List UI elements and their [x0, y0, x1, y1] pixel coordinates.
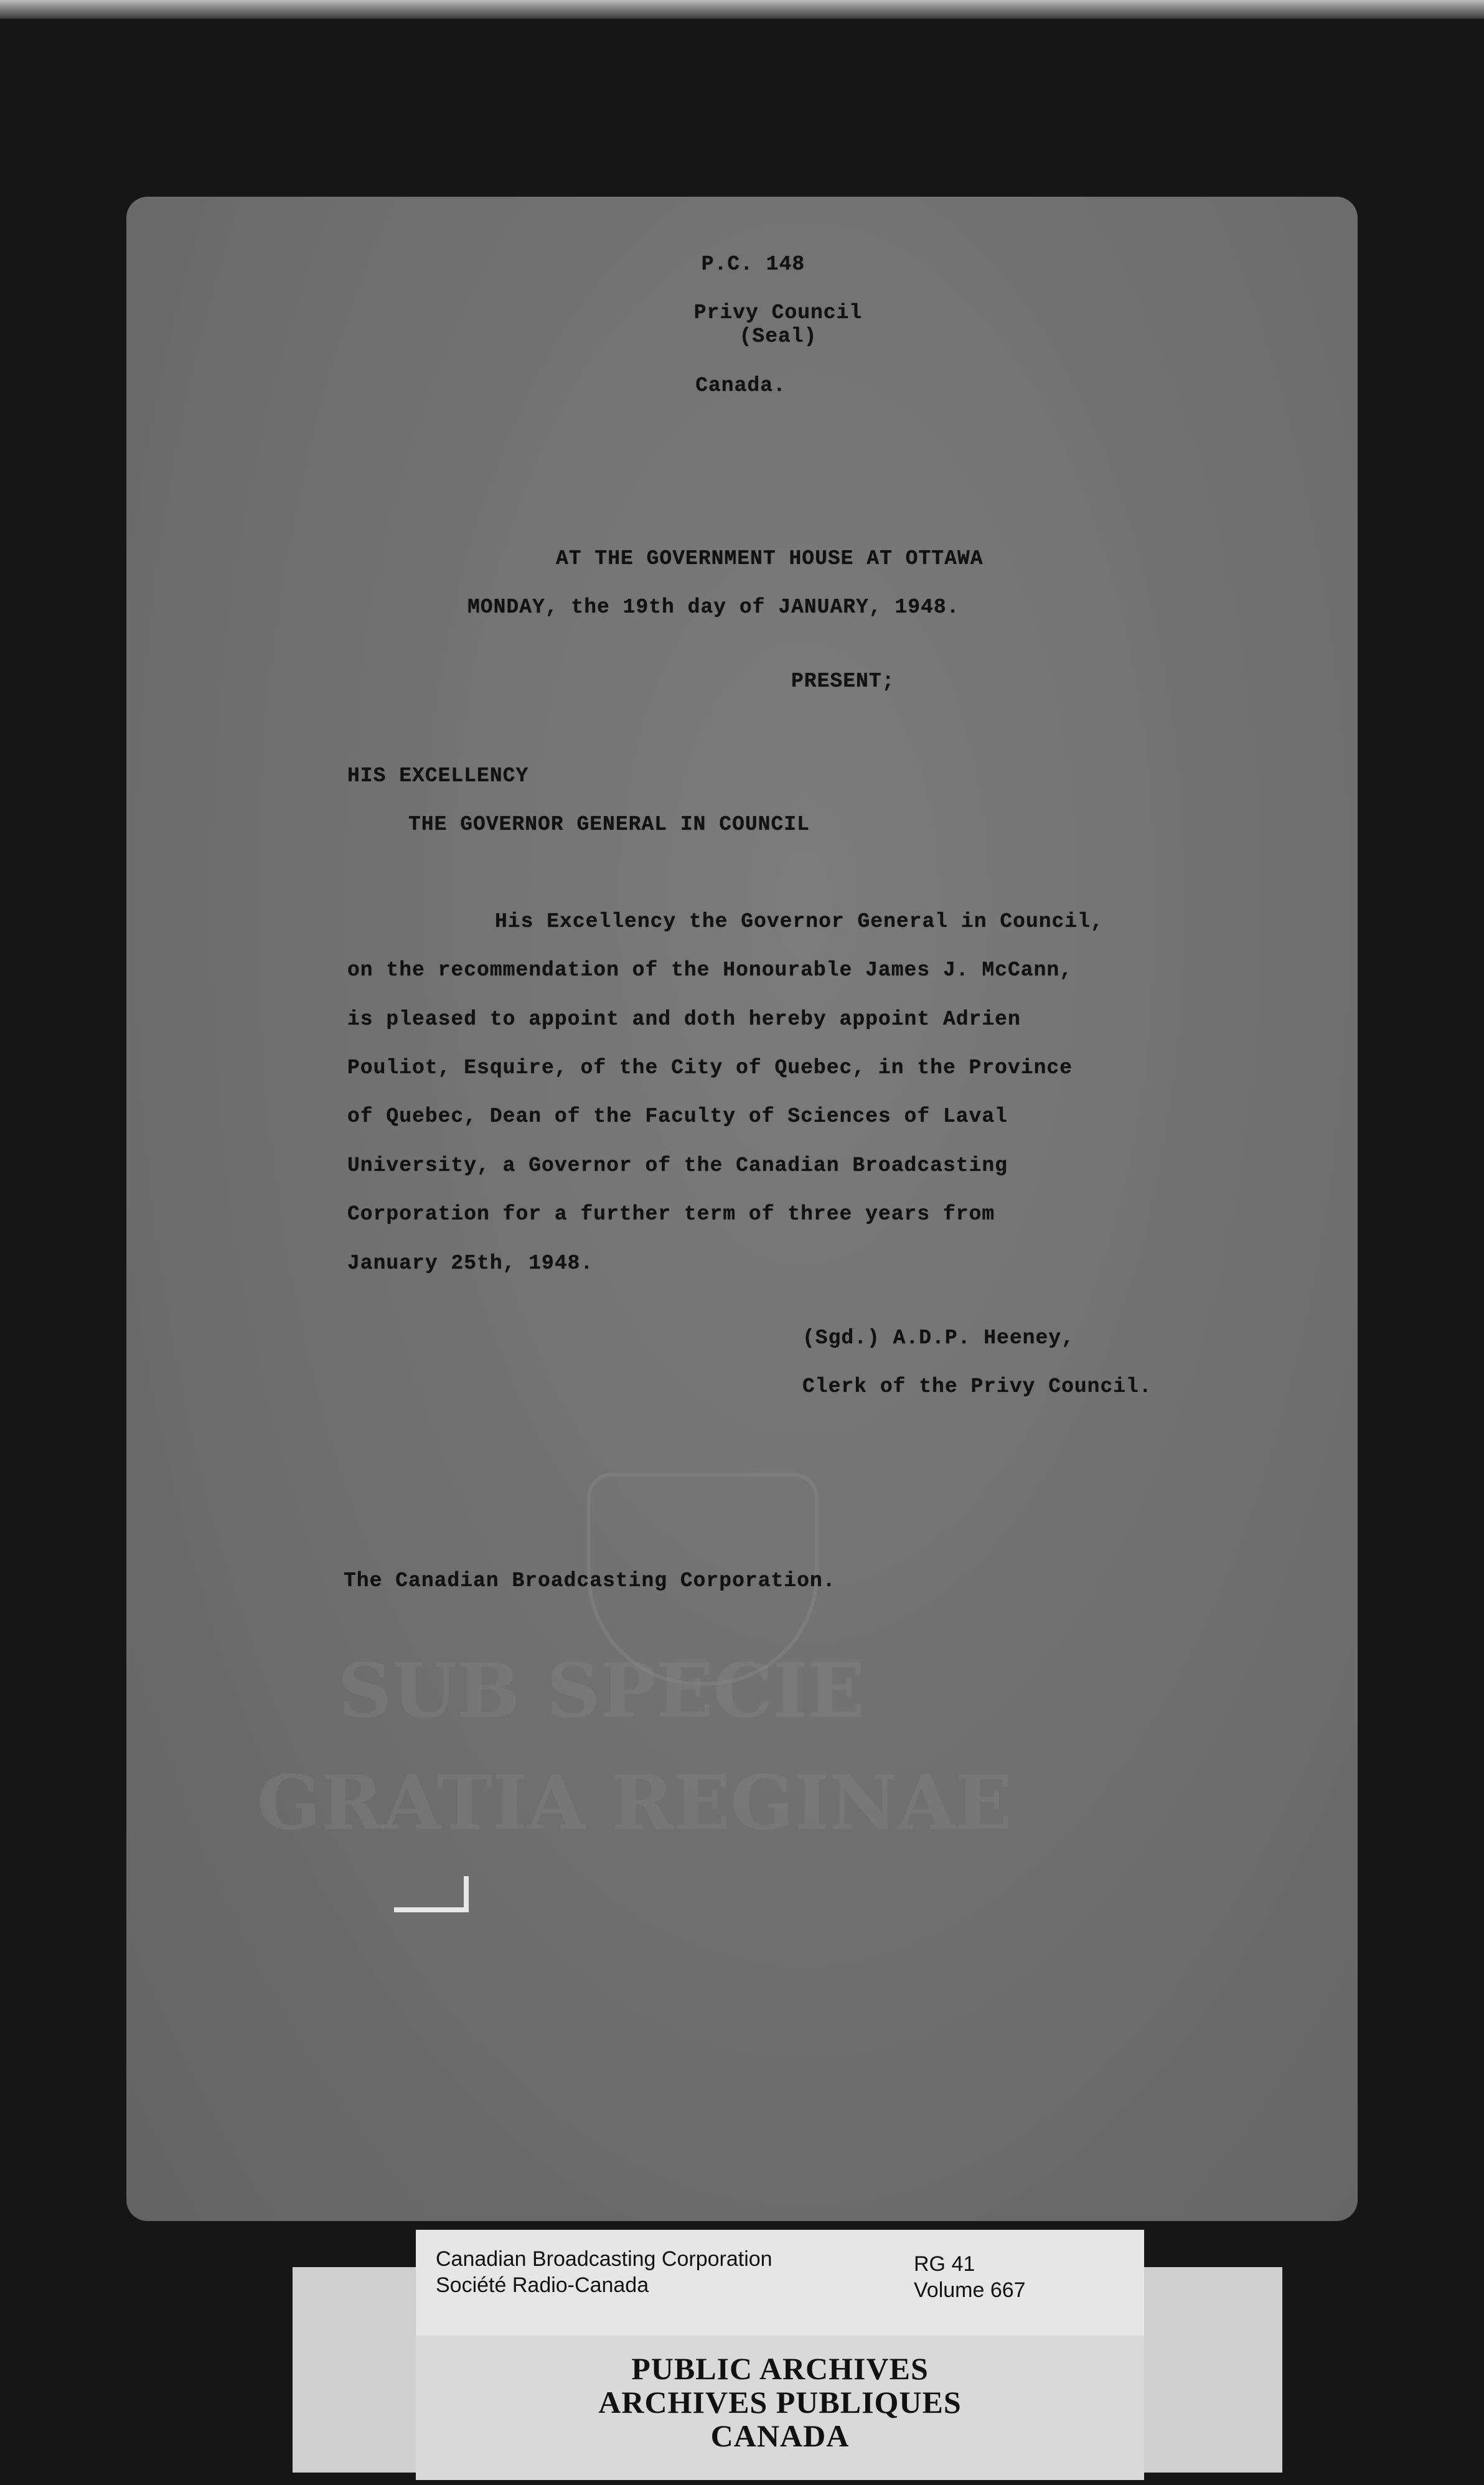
film-edge [0, 0, 1484, 19]
archive-collection-label [416, 2230, 1144, 2336]
body-line: University, a Governor of the Canadian Broadcasting [347, 1154, 1008, 1177]
body-line: Corporation for a further term of three years from [347, 1203, 995, 1226]
organization-fr: Société Radio-Canada [436, 2273, 649, 2297]
body-line: His Excellency the Governor General in Council, [495, 910, 1104, 933]
body-line: of Quebec, Dean of the Faculty of Sciences of Laval [347, 1105, 1008, 1128]
organization-en: Canadian Broadcasting Corporation [436, 2247, 773, 2271]
body-line: January 25th, 1948. [347, 1252, 594, 1275]
stamp-line-en: PUBLIC ARCHIVES [631, 2351, 929, 2386]
seal-notation: (Seal) [739, 325, 817, 348]
stamp-line-country: CANADA [710, 2418, 850, 2453]
date-line: MONDAY, the 19th day of JANUARY, 1948. [467, 596, 960, 619]
faded-watermark: SUB SPECIE [338, 1647, 865, 1735]
archive-stamp [416, 2336, 1144, 2480]
scan-artifact [464, 1876, 469, 1911]
faded-watermark: GRATIA REGINAE [257, 1759, 1013, 1847]
document-sheet [126, 197, 1358, 2221]
pc-number: P.C. 148 [701, 253, 805, 276]
body-line: on the recommendation of the Honourable James J. McCann, [347, 959, 1073, 982]
signature-line: (Sgd.) A.D.P. Heeney, [802, 1327, 1074, 1350]
volume-number: Volume 667 [914, 2278, 1026, 2302]
body-line: Pouliot, Esquire, of the City of Quebec, in the Province [347, 1056, 1073, 1079]
recipient-line: The Canadian Broadcasting Corporation. [344, 1569, 836, 1592]
country-heading: Canada. [695, 374, 786, 397]
place-line: AT THE GOVERNMENT HOUSE AT OTTAWA [556, 547, 984, 570]
addressee-line-1: HIS EXCELLENCY [347, 764, 529, 787]
scan-artifact [394, 1907, 469, 1912]
addressee-line-2: THE GOVERNOR GENERAL IN COUNCIL [408, 813, 810, 836]
body-line: is pleased to appoint and doth hereby appoint Adrien [347, 1008, 1021, 1031]
present-line: PRESENT; [791, 670, 895, 693]
privy-council-heading: Privy Council [693, 301, 863, 324]
signature-title: Clerk of the Privy Council. [802, 1375, 1152, 1398]
record-group: RG 41 [914, 2252, 975, 2276]
stamp-line-fr: ARCHIVES PUBLIQUES [598, 2385, 962, 2420]
